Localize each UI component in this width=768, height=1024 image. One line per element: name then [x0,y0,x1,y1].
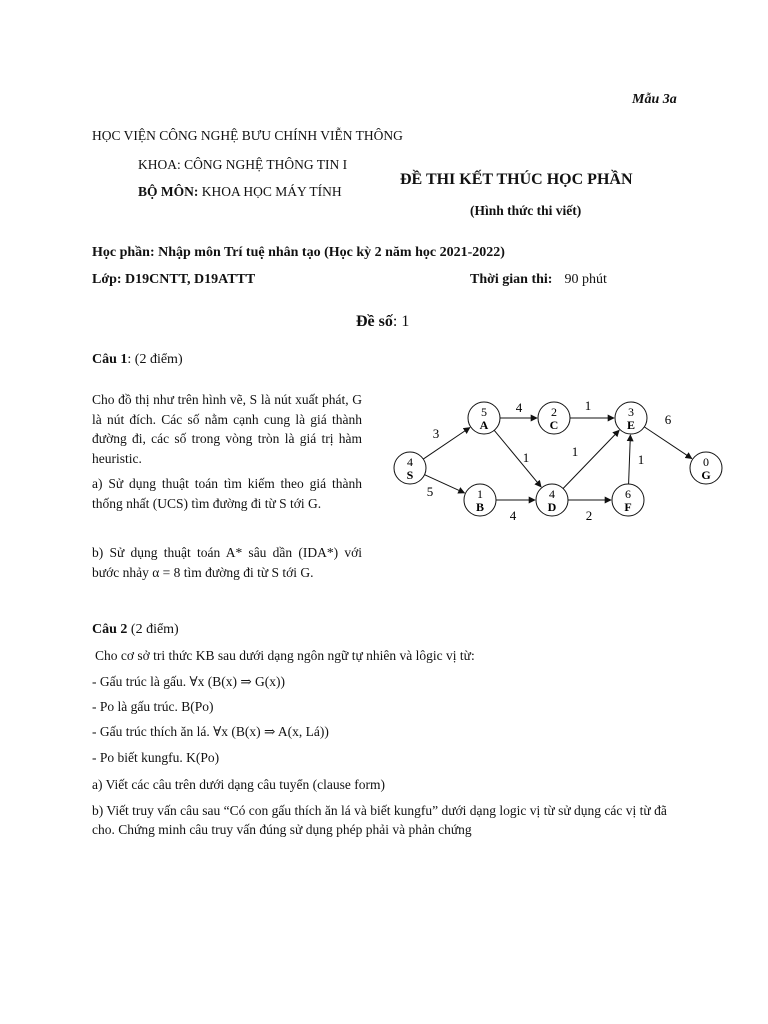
node-id: D [547,500,557,514]
edge-cost-label: 6 [664,412,672,427]
graph-node-B [464,484,496,516]
graph-node-S [394,452,426,484]
edge-cost-label: 5 [426,484,434,499]
edge-cost-label: 1 [522,450,530,465]
graph-node-C [538,402,570,434]
form-code: Mẫu 3a [632,92,677,107]
edge-cost-label: 1 [584,398,592,413]
node-heuristic: 3 [628,405,634,419]
search-graph [388,392,728,532]
question-1-description: Cho đồ thị như trên hình vẽ, S là nút xuất phát, G là nút đích. Các số nằm cạnh cung là giá thành đường đi, các số trong vòng tròn là giá trị hàm heuristic. [92,392,362,466]
exam-subtitle: (Hình thức thi viết) [470,203,582,218]
question-1-heading [92,352,183,368]
node-id: G [701,468,711,482]
edge-S-A [423,428,470,460]
node-heuristic: 2 [551,405,557,419]
edge-cost-label: 1 [637,452,645,467]
kb-statement: - Gấu trúc thích ăn lá. ∀x (B(x) ⇒ A(x, Lá)) [92,724,329,739]
node-heuristic: 0 [703,455,709,469]
duration-label: Thời gian thi: [470,272,553,287]
graph-node-F [612,484,644,516]
course-info: Học phần: Nhập môn Trí tuệ nhân tạo (Học kỳ 2 năm học 2021-2022) [92,245,505,260]
exam-code [356,313,409,331]
node-id: B [475,500,485,514]
exam-code-value: : 1 [392,313,410,330]
node-id: C [549,418,559,432]
edge-cost-label: 4 [509,508,517,523]
edge-D-E [563,430,619,488]
node-id: A [479,418,489,432]
question-1-points: : (2 điểm) [127,352,183,367]
department [138,184,342,200]
question-2-label: Câu 2 [92,622,128,637]
node-id: F [624,500,632,514]
faculty-name: KHOA: CÔNG NGHỆ THÔNG TIN I [138,157,348,172]
node-heuristic: 4 [549,487,555,501]
department-label: BỘ MÔN: [138,184,199,199]
question-2-points: (2 điểm) [127,622,179,637]
question-2-part-b: b) Viết truy vấn câu sau “Có con gấu thích ăn lá và biết kungfu” dưới dạng logic vị từ sử dụng các vị từ đã cho. Chứng minh câu truy vấn đúng sử dụng phép phải và phản chứng [92,803,667,837]
kb-statement: - Gấu trúc là gấu. ∀x (B(x) ⇒ G(x)) [92,674,286,689]
edge-cost-label: 1 [571,444,579,459]
institute-name: HỌC VIỆN CÔNG NGHỆ BƯU CHÍNH VIỄN THÔNG [92,128,403,143]
department-value: KHOA HỌC MÁY TÍNH [198,184,342,199]
graph-node-D [536,484,568,516]
edge-F-E [629,435,631,484]
graph-node-A [468,402,500,434]
graph-node-E [615,402,647,434]
question-2-part-a: a) Viết các câu trên dưới dạng câu tuyển (clause form) [92,777,386,792]
question-1-part-b: b) Sử dụng thuật toán A* sâu dần (IDA*) với bước nhảy α = 8 tìm đường đi từ S tới G. [92,545,362,580]
edge-cost-label: 3 [432,426,440,441]
exam-code-label: Đề số [356,313,393,330]
duration-value: 90 phút [564,272,607,287]
kb-statement: - Po biết kungfu. K(Po) [92,750,220,765]
kb-intro: Cho cơ sở tri thức KB sau dưới dạng ngôn ngữ tự nhiên và lôgic vị từ: [95,648,475,663]
kb-statement: - Po là gấu trúc. B(Po) [92,699,214,714]
class-info: Lớp: D19CNTT, D19ATTT [92,272,256,287]
edge-A-D [494,430,541,487]
edge-cost-label: 4 [515,400,523,415]
exam-duration [470,272,607,288]
edge-E-G [644,427,692,459]
edge-cost-label: 2 [585,508,593,523]
question-2-heading [92,622,179,638]
node-id: S [406,468,414,482]
node-heuristic: 5 [481,405,487,419]
graph-node-G [690,452,722,484]
question-1-part-a: a) Sử dụng thuật toán tìm kiếm theo giá thành thống nhất (UCS) tìm đường đi từ S tới G. [92,476,362,511]
node-heuristic: 1 [477,487,483,501]
node-heuristic: 4 [407,455,413,469]
node-heuristic: 6 [625,487,631,501]
node-id: E [626,418,636,432]
exam-title: ĐỀ THI KẾT THÚC HỌC PHẦN [400,171,633,188]
question-1-label: Câu 1 [92,352,128,367]
